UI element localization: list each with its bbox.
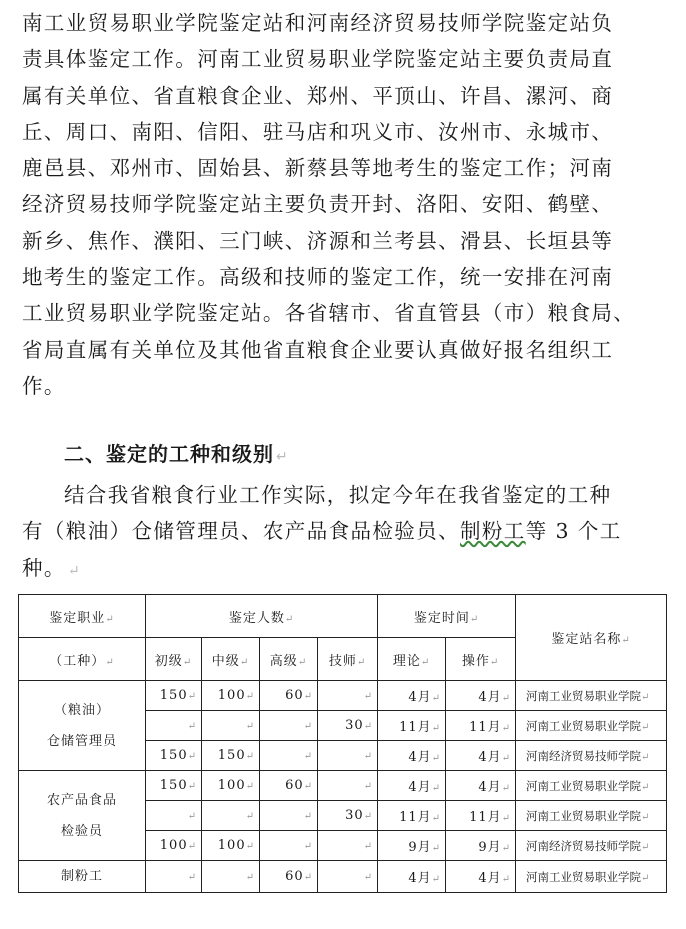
cell-mark-icon: ↵ <box>431 813 442 824</box>
cell-mark-icon: ↵ <box>501 874 512 885</box>
count-technician-cell <box>318 861 378 893</box>
header-site <box>516 595 667 681</box>
site-name-value: 河南经济贸易技师学院 <box>526 838 642 853</box>
count-senior-cell <box>260 801 318 831</box>
level-label: 初级 <box>154 653 183 669</box>
time-theory-value: 11月 <box>399 720 432 735</box>
time-practice-cell <box>446 861 516 893</box>
count-primary-cell <box>146 681 202 711</box>
cell-mark-icon: ↵ <box>245 721 255 732</box>
paragraph-line: 鹿邑县、邓州市、固始县、新蔡县等地考生的鉴定工作；河南 <box>22 156 614 181</box>
site-name-cell <box>516 801 667 831</box>
count-senior-cell <box>260 771 318 801</box>
paragraph-mark-icon: ↵ <box>276 449 289 465</box>
cell-mark-icon: ↵ <box>187 872 197 883</box>
paragraph-line: 作。 <box>22 373 66 398</box>
paragraph-line: 省局直属有关单位及其他省直粮食企业要认真做好报名组织工 <box>22 337 614 362</box>
time-practice-cell <box>446 681 516 711</box>
paragraph-exam-sites <box>22 5 668 404</box>
count-primary-value: 150 <box>159 688 188 703</box>
cell-mark-icon: ↵ <box>356 656 367 668</box>
time-practice-value: 11月 <box>469 720 502 735</box>
time-theory-value: 9月 <box>408 840 432 855</box>
count-senior-cell <box>260 861 318 893</box>
cell-mark-icon: ↵ <box>501 843 512 854</box>
paragraph-line <box>22 550 668 589</box>
time-col-label: 操作 <box>461 653 490 669</box>
cell-mark-icon: ↵ <box>501 813 512 824</box>
count-intermediate-value: 100 <box>217 688 246 703</box>
count-primary-cell <box>146 741 202 771</box>
cell-mark-icon: ↵ <box>245 781 255 792</box>
paragraph-line: 南工业贸易职业学院鉴定站和河南经济贸易技师学院鉴定站负 <box>22 11 614 35</box>
cell-mark-icon: ↵ <box>501 753 512 764</box>
count-intermediate-value: 100 <box>217 778 246 793</box>
site-name-cell <box>516 861 667 893</box>
header-time-theory <box>378 638 446 681</box>
cell-mark-icon: ↵ <box>641 841 650 853</box>
cell-mark-icon: ↵ <box>641 781 650 793</box>
count-primary-value: 100 <box>159 838 188 853</box>
count-technician-value: 30 <box>345 718 364 733</box>
count-intermediate-cell <box>202 801 260 831</box>
count-technician-cell <box>318 771 378 801</box>
cell-mark-icon: ↵ <box>501 783 512 794</box>
cell-mark-icon: ↵ <box>303 721 313 732</box>
count-primary-value: 150 <box>159 748 188 763</box>
cell-mark-icon: ↵ <box>431 843 442 854</box>
cell-mark-icon: ↵ <box>621 635 631 646</box>
site-name-cell <box>516 711 667 741</box>
count-intermediate-value: 100 <box>217 838 246 853</box>
cell-mark-icon: ↵ <box>187 721 197 732</box>
cell-mark-icon: ↵ <box>641 872 650 884</box>
exam-schedule-table <box>18 594 667 893</box>
header-time-label: 鉴定时间 <box>413 610 470 626</box>
count-technician-cell <box>318 801 378 831</box>
paragraph-line: 责具体鉴定工作。河南工业贸易职业学院鉴定站主要负责局直 <box>22 47 614 72</box>
occupation-name-line: 检验员 <box>60 823 103 839</box>
header-time-practice <box>446 638 516 681</box>
occupation-list-text: 有（粮油）仓储管理员、农产品食品检验员、 <box>22 519 460 544</box>
count-primary-cell <box>146 801 202 831</box>
occupation-cell <box>19 861 146 893</box>
cell-mark-icon: ↵ <box>245 872 255 883</box>
table-row <box>19 681 667 711</box>
site-name-cell <box>516 831 667 861</box>
count-intermediate-value: 150 <box>217 748 246 763</box>
cell-mark-icon: ↵ <box>363 691 374 702</box>
header-time <box>378 595 516 638</box>
cell-mark-icon: ↵ <box>641 691 650 703</box>
cell-mark-icon: ↵ <box>431 723 442 734</box>
paragraph-line: 工业贸易职业学院鉴定站。各省辖市、省直管县（市）粮食局、 <box>22 301 636 326</box>
cell-mark-icon: ↵ <box>187 811 197 822</box>
paragraph-line: 地考生的鉴定工作。高级和技师的鉴定工作，统一安排在河南 <box>22 265 614 290</box>
cell-mark-icon: ↵ <box>239 656 250 668</box>
time-practice-cell <box>446 801 516 831</box>
cell-mark-icon: ↵ <box>105 656 115 668</box>
site-name-value: 河南工业贸易职业学院 <box>526 808 642 823</box>
cell-mark-icon: ↵ <box>187 841 197 852</box>
occupation-name-line: （粮油） <box>53 702 110 718</box>
header-occupation-sublabel: （工种） <box>49 653 106 669</box>
site-name-cell <box>516 681 667 711</box>
cell-mark-icon: ↵ <box>187 751 197 762</box>
header-count <box>146 595 378 638</box>
level-label: 高级 <box>269 653 298 669</box>
header-level-senior <box>260 638 318 681</box>
level-label: 中级 <box>211 653 240 669</box>
count-senior-cell <box>260 831 318 861</box>
occupation-name-line: 制粉工 <box>60 869 103 884</box>
cell-mark-icon: ↵ <box>420 656 431 668</box>
count-intermediate-cell <box>202 831 260 861</box>
count-primary-cell <box>146 861 202 893</box>
count-senior-cell <box>260 741 318 771</box>
time-theory-cell <box>378 861 446 893</box>
time-practice-cell <box>446 771 516 801</box>
cell-mark-icon: ↵ <box>303 691 313 702</box>
count-intermediate-cell <box>202 741 260 771</box>
count-intermediate-cell <box>202 711 260 741</box>
paragraph-line: 经济贸易技师学院鉴定站主要负责开封、洛阳、安阳、鹤壁、 <box>22 192 614 217</box>
site-name-value: 河南工业贸易职业学院 <box>526 778 642 793</box>
cell-mark-icon: ↵ <box>303 841 313 852</box>
time-practice-value: 4月 <box>478 750 502 765</box>
cell-mark-icon: ↵ <box>469 613 480 625</box>
paragraph-mark-icon: ↵ <box>67 562 81 579</box>
cell-mark-icon: ↵ <box>187 691 197 702</box>
cell-mark-icon: ↵ <box>431 783 442 794</box>
cell-mark-icon: ↵ <box>363 811 374 822</box>
site-name-value: 河南工业贸易职业学院 <box>526 688 642 703</box>
cell-mark-icon: ↵ <box>363 751 374 762</box>
site-name-cell <box>516 771 667 801</box>
cell-mark-icon: ↵ <box>303 751 313 762</box>
cell-mark-icon: ↵ <box>431 874 442 885</box>
time-practice-value: 4月 <box>478 871 502 886</box>
cell-mark-icon: ↵ <box>245 811 255 822</box>
time-theory-cell <box>378 741 446 771</box>
cell-mark-icon: ↵ <box>363 872 374 883</box>
header-count-label: 鉴定人数 <box>228 610 285 626</box>
cell-mark-icon: ↵ <box>431 753 442 764</box>
time-theory-value: 4月 <box>408 871 432 886</box>
time-practice-cell <box>446 711 516 741</box>
time-practice-cell <box>446 831 516 861</box>
count-senior-cell <box>260 711 318 741</box>
count-technician-cell <box>318 741 378 771</box>
time-col-label: 理论 <box>392 653 421 669</box>
time-theory-cell <box>378 711 446 741</box>
cell-mark-icon: ↵ <box>303 781 313 792</box>
cell-mark-icon: ↵ <box>105 613 115 625</box>
paragraph-line: 丘、周口、南阳、信阳、驻马店和巩义市、汝州市、永城市、 <box>22 119 614 144</box>
count-senior-value: 60 <box>285 869 304 884</box>
header-occupation-top <box>19 595 146 638</box>
occupation-name-line: 农产品食品 <box>46 792 117 808</box>
count-technician-cell <box>318 831 378 861</box>
cell-mark-icon: ↵ <box>363 781 374 792</box>
header-level-intermediate <box>202 638 260 681</box>
header-level-primary <box>146 638 202 681</box>
count-intermediate-cell <box>202 771 260 801</box>
cell-mark-icon: ↵ <box>182 656 193 668</box>
cell-mark-icon: ↵ <box>431 693 442 704</box>
cell-mark-icon: ↵ <box>245 841 255 852</box>
count-primary-cell <box>146 711 202 741</box>
header-occupation-label: 鉴定职业 <box>49 610 106 626</box>
count-primary-value: 150 <box>159 778 188 793</box>
cell-mark-icon: ↵ <box>284 613 295 625</box>
count-primary-cell <box>146 831 202 861</box>
cell-mark-icon: ↵ <box>245 751 255 762</box>
count-senior-value: 60 <box>285 688 304 703</box>
section-heading-text: 二、鉴定的工种和级别 <box>64 442 274 466</box>
cell-mark-icon: ↵ <box>363 721 374 732</box>
cell-mark-icon: ↵ <box>489 656 500 668</box>
time-practice-value: 4月 <box>478 780 502 795</box>
count-primary-cell <box>146 771 202 801</box>
spellcheck-underlined-word: 制粉工 <box>460 519 526 544</box>
occupation-count-text: 等 3 个工 <box>525 519 622 544</box>
table-row <box>19 861 667 893</box>
count-senior-value: 60 <box>285 778 304 793</box>
count-intermediate-cell <box>202 861 260 893</box>
time-theory-value: 4月 <box>408 750 432 765</box>
table-row <box>19 771 667 801</box>
paragraph-line: 结合我省粮食行业工作实际，拟定今年在我省鉴定的工种 <box>64 483 612 507</box>
cell-mark-icon: ↵ <box>187 781 197 792</box>
time-theory-cell <box>378 771 446 801</box>
paragraph-line <box>22 513 668 549</box>
paragraph-line: 属有关单位、省直粮食企业、郑州、平顶山、许昌、漯河、商 <box>22 83 614 108</box>
cell-mark-icon: ↵ <box>303 872 313 883</box>
count-technician-cell <box>318 681 378 711</box>
time-practice-value: 9月 <box>478 840 502 855</box>
time-theory-value: 11月 <box>399 810 432 825</box>
table-body <box>19 681 667 893</box>
section-heading <box>64 438 289 467</box>
site-name-value: 河南工业贸易职业学院 <box>526 718 642 733</box>
time-practice-cell <box>446 741 516 771</box>
header-site-label: 鉴定站名称 <box>551 632 622 647</box>
table-header-row <box>19 595 667 638</box>
level-label: 技师 <box>328 653 357 669</box>
cell-mark-icon: ↵ <box>297 656 308 668</box>
cell-mark-icon: ↵ <box>245 691 255 702</box>
occupation-name-line: 仓储管理员 <box>46 733 117 749</box>
paragraph-occupations <box>22 477 668 589</box>
time-practice-value: 11月 <box>469 810 502 825</box>
site-name-cell <box>516 741 667 771</box>
site-name-value: 河南工业贸易职业学院 <box>526 869 642 884</box>
header-occupation-bottom <box>19 638 146 681</box>
time-theory-cell <box>378 801 446 831</box>
occupation-cell <box>19 771 146 861</box>
occupation-cell <box>19 681 146 771</box>
time-theory-value: 4月 <box>408 690 432 705</box>
time-theory-value: 4月 <box>408 780 432 795</box>
count-technician-value: 30 <box>345 808 364 823</box>
count-senior-cell <box>260 681 318 711</box>
site-name-value: 河南经济贸易技师学院 <box>526 748 642 763</box>
cell-mark-icon: ↵ <box>501 693 512 704</box>
time-theory-cell <box>378 831 446 861</box>
paragraph-end-text: 种。 <box>22 555 66 580</box>
cell-mark-icon: ↵ <box>641 751 650 763</box>
header-level-technician <box>318 638 378 681</box>
paragraph-line: 新乡、焦作、濮阳、三门峡、济源和兰考县、滑县、长垣县等 <box>22 228 614 253</box>
time-practice-value: 4月 <box>478 690 502 705</box>
cell-mark-icon: ↵ <box>641 721 650 733</box>
count-technician-cell <box>318 711 378 741</box>
count-intermediate-cell <box>202 681 260 711</box>
cell-mark-icon: ↵ <box>363 841 374 852</box>
cell-mark-icon: ↵ <box>303 811 313 822</box>
time-theory-cell <box>378 681 446 711</box>
cell-mark-icon: ↵ <box>641 811 650 823</box>
cell-mark-icon: ↵ <box>501 723 512 734</box>
